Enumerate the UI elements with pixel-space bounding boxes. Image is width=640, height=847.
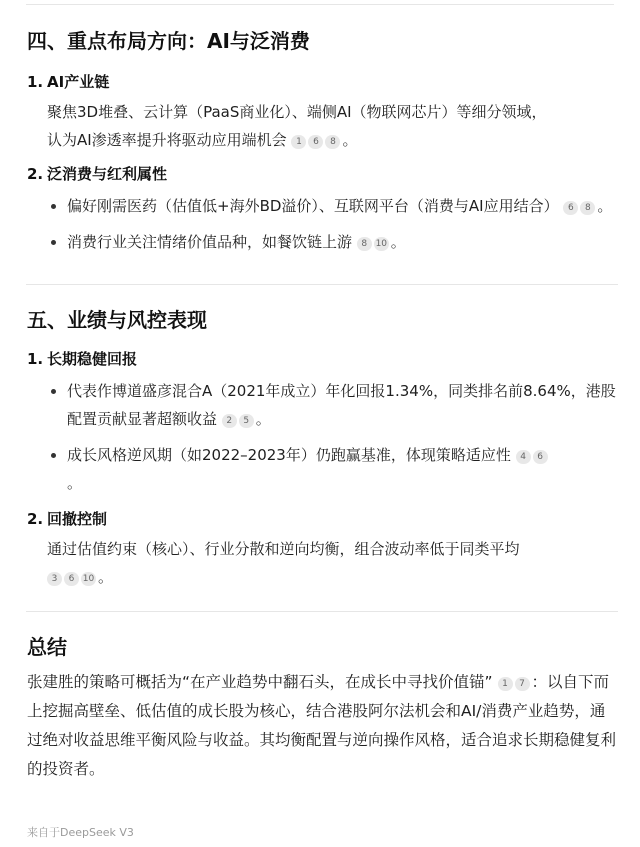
summary-title: 总结 xyxy=(27,635,67,659)
section-4 xyxy=(27,24,617,256)
source-footer: 来自于DeepSeek V3 xyxy=(27,826,134,839)
citation-badge[interactable]: 7 xyxy=(515,677,530,691)
section-divider xyxy=(26,611,618,612)
citation-badge[interactable]: 5 xyxy=(239,414,254,428)
sec4-sub1-paragraph: 聚焦3D堆叠、云计算（PaaS商业化）、端侧AI（物联网芯片）等细分领域， 认为AI渗透率提升将驱动应用端机会 1 6 8 。 xyxy=(47,103,547,149)
bullet-icon xyxy=(51,240,56,245)
sec5-sub2-title: 回撤控制 xyxy=(47,510,108,528)
bullet-icon xyxy=(51,204,56,209)
sec4-sub1-heading: 1. AI产业链 xyxy=(27,68,617,96)
citation-badge[interactable]: 8 xyxy=(325,135,340,149)
sec5-sub2-paragraph: 通过估值约束（核心）、行业分散和逆向均衡，组合波动率低于同类平均 3 6 10 。 xyxy=(47,540,520,586)
sec5-sub1-title: 长期稳健回报 xyxy=(47,350,138,368)
list-item: 代表作博道盛彦混合A（2021年成立）年化回报1.34%，同类排名前8.64%，港股配置贡献显著超额收益 2 5 。 xyxy=(47,377,617,433)
sec4-sub2-heading: 2. 泛消费与红利属性 xyxy=(27,160,617,188)
citation-badge[interactable]: 1 xyxy=(498,677,513,691)
citation-badge[interactable]: 4 xyxy=(516,450,531,464)
citation-badge[interactable]: 6 xyxy=(64,572,79,586)
citation-badge[interactable]: 8 xyxy=(580,201,595,215)
section-divider xyxy=(26,284,618,285)
top-divider xyxy=(26,4,614,5)
summary-paragraph: 张建胜的策略可概括为“在产业趋势中翻石头，在成长中寻找价值锚” 1 7 ：以自下而上挖掘高壁垒、低估值的成长股为核心，结合港股阿尔法机会和AI/消费产业趋势，通过绝对收益思维平衡风险与收益。其均衡配置与逆向操作风格，适合追求长期稳健复利的投资者。 xyxy=(27,673,617,778)
bullet-icon xyxy=(51,389,56,394)
sec4-sub2-title: 泛消费与红利属性 xyxy=(47,165,168,183)
summary-section xyxy=(27,630,617,784)
citation-badge[interactable]: 6 xyxy=(533,450,548,464)
citation-badge[interactable]: 8 xyxy=(357,237,372,251)
sec4-sub1-title: AI产业链 xyxy=(47,73,110,91)
citation-badge[interactable]: 1 xyxy=(291,135,306,149)
sec4-sub2-list xyxy=(27,192,617,256)
citation-badge[interactable]: 2 xyxy=(222,414,237,428)
citation-badge[interactable]: 6 xyxy=(563,201,578,215)
sec5-sub1-list xyxy=(27,377,617,497)
list-item: 成长风格逆风期（如2022–2023年）仍跑赢基准，体现策略适应性 4 6 。 xyxy=(47,441,617,497)
article-body xyxy=(27,24,617,784)
section-5-title: 五、业绩与风控表现 xyxy=(27,308,207,332)
citation-badge[interactable]: 6 xyxy=(308,135,323,149)
citation-badge[interactable]: 3 xyxy=(47,572,62,586)
bullet-icon xyxy=(51,453,56,458)
section-4-title: 四、重点布局方向：AI与泛消费 xyxy=(27,29,310,53)
sec5-sub1-heading: 1. 长期稳健回报 xyxy=(27,345,617,373)
list-item: 偏好刚需医药（估值低+海外BD溢价）、互联网平台（消费与AI应用结合） 6 8 。 xyxy=(47,192,617,220)
list-item: 消费行业关注情绪价值品种，如餐饮链上游 8 10 。 xyxy=(47,228,617,256)
citation-badge[interactable]: 10 xyxy=(82,574,95,584)
section-5 xyxy=(27,303,617,591)
sec5-sub2-heading: 2. 回撤控制 xyxy=(27,505,617,533)
citation-badge[interactable]: 10 xyxy=(375,239,388,249)
